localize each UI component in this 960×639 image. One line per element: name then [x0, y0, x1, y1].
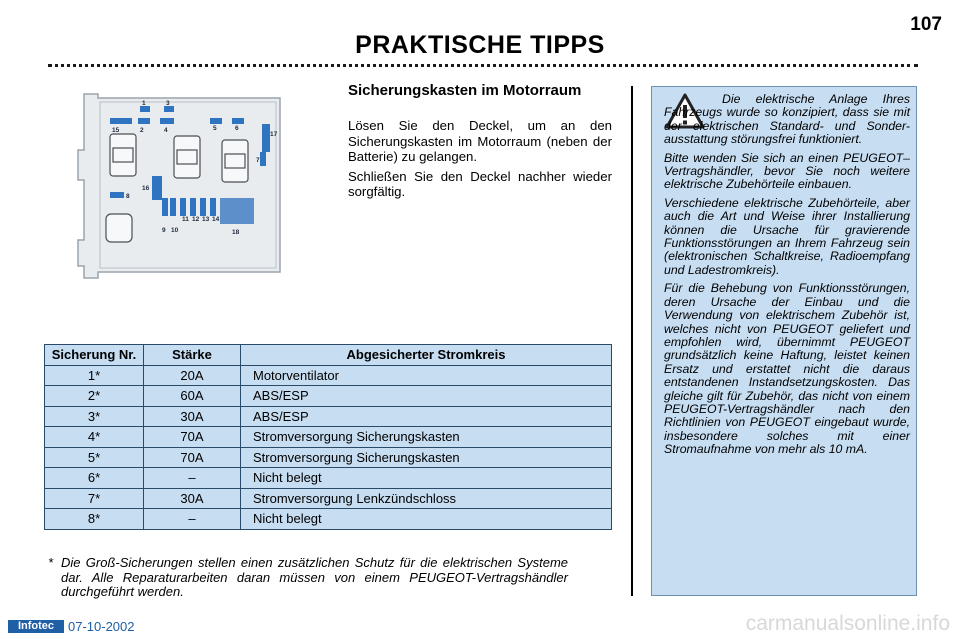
table-row [45, 447, 612, 468]
section-body [348, 118, 612, 204]
table-row [45, 365, 612, 386]
section-paragraph: Lösen Sie den Deckel, um an den Sicherungskasten im Motorraum (neben der Batterie) zu gelangen. [348, 118, 612, 164]
table-cell: Stromversorgung Sicherungskasten [241, 427, 612, 448]
table-row [45, 509, 612, 530]
dotted-divider [48, 64, 918, 67]
column-header: Stärke [144, 345, 241, 366]
section-paragraph: Schließen Sie den Deckel nachher wieder sorgfältig. [348, 168, 612, 199]
fuse-label-6: 6 [235, 125, 239, 132]
fuse-label-16: 16 [142, 185, 150, 192]
section-heading: Sicherungskasten im Motorraum [348, 82, 582, 99]
fuse-label-5: 5 [213, 125, 217, 132]
table-cell: 70A [144, 447, 241, 468]
column-header: Sicherung Nr. [45, 345, 144, 366]
table-cell: 4* [45, 427, 144, 448]
table-cell: 2* [45, 386, 144, 407]
footer-date: 07-10-2002 [68, 619, 135, 634]
footnote [48, 556, 568, 600]
table-cell: 6* [45, 468, 144, 489]
table-row [45, 488, 612, 509]
warning-text [664, 93, 910, 462]
table-cell: ABS/ESP [241, 406, 612, 427]
fuse-table [44, 344, 612, 530]
vertical-divider [631, 86, 633, 596]
warning-paragraph: Für die Behebung von Funktionsstörungen, deren Ursache der Einbau und die Verwendung von elektrischem Zubehör ist, welches nicht von PEUGEOT geliefert und empfohlen wird, übernimmt PEUGEOT grundsätzlich keine Haftung, leistet keinen Ersatz und erstattet nicht die daraus entstandenen Instandsetzungskosten. Das gleiche gilt für Zubehör, das nicht von einem PEUGEOT-Vertragshändler nach den Richtlinien von PEUGEOT eingebaut wurde, insbesondere solches mit einer Stromaufnahme von mehr als 10 mA. [664, 281, 910, 457]
table-row [45, 427, 612, 448]
fuse-label-15: 15 [112, 127, 120, 134]
fusebox-diagram [70, 90, 292, 280]
fuse-label-14: 14 [212, 216, 220, 223]
table-header-row [45, 345, 612, 366]
table-cell: 30A [144, 406, 241, 427]
fuse-label-10: 10 [171, 227, 179, 234]
table-cell: Nicht belegt [241, 509, 612, 530]
footnote-text: Die Groß-Sicherungen stellen einen zusätzlichen Schutz für die elektrischen Systeme dar. Alle Reparaturarbeiten daran müssen von einem PEUGEOT-Vertragshändler durchgeführt werden. [61, 555, 568, 599]
table-cell: 1* [45, 365, 144, 386]
fuse-label-2: 2 [140, 127, 144, 134]
fuse-label-13: 13 [202, 216, 210, 223]
table-cell: 70A [144, 427, 241, 448]
fusebox-outline [70, 90, 292, 280]
warning-paragraph: Verschiedene elektrische Zubehörteile, aber auch die Art und Weise ihrer Installierung können die Ursache für gravierende Funktionsstörungen an Ihrem Fahrzeug sein (elektronischen Schaltkreise, Radioempfang und Ladestromkreis). [664, 195, 910, 277]
table-cell: – [144, 468, 241, 489]
fuse-label-9: 9 [162, 227, 166, 234]
fuse-label-8: 8 [126, 193, 130, 200]
column-header: Abgesicherter Stromkreis [241, 345, 612, 366]
fuse-label-12: 12 [192, 216, 200, 223]
table-row [45, 386, 612, 407]
table-row [45, 406, 612, 427]
table-cell: 60A [144, 386, 241, 407]
table-cell: Stromversorgung Sicherungskasten [241, 447, 612, 468]
table-cell: 20A [144, 365, 241, 386]
table-cell: Stromversorgung Lenkzündschloss [241, 488, 612, 509]
table-cell: Motorventilator [241, 365, 612, 386]
table-cell: Nicht belegt [241, 468, 612, 489]
table-cell: 7* [45, 488, 144, 509]
table-cell: 8* [45, 509, 144, 530]
table-cell: 5* [45, 447, 144, 468]
table-cell: ABS/ESP [241, 386, 612, 407]
fuse-label-17: 17 [270, 131, 278, 138]
page-number: 107 [910, 14, 942, 35]
fuse-label-11: 11 [182, 216, 189, 223]
fuse-label-1: 1 [142, 100, 146, 107]
footnote-marker: * [48, 555, 54, 570]
fuse-label-7: 7 [256, 157, 260, 164]
table-cell: 3* [45, 406, 144, 427]
warning-paragraph: Die elektrische Anlage Ihres Fahrzeugs wurde so konzipiert, dass sie mit der elektrischen Standard- und Sonder-ausstattung störungsfrei funktioniert. [664, 92, 910, 147]
infotec-logo: Infotec [8, 620, 64, 633]
fuse-label-3: 3 [166, 100, 170, 107]
table-row [45, 468, 612, 489]
warning-paragraph: Bitte wenden Sie sich an einen PEUGEOT–Vertragshändler, bevor Sie noch weitere elektrische Zubehörteile einbauen. [664, 150, 910, 192]
fuse-label-4: 4 [164, 127, 168, 134]
fuse-label-18: 18 [232, 229, 240, 236]
page-title: PRAKTISCHE TIPPS [355, 31, 605, 59]
watermark: carmanualsonline.info [745, 612, 950, 635]
table-cell: – [144, 509, 241, 530]
table-cell: 30A [144, 488, 241, 509]
